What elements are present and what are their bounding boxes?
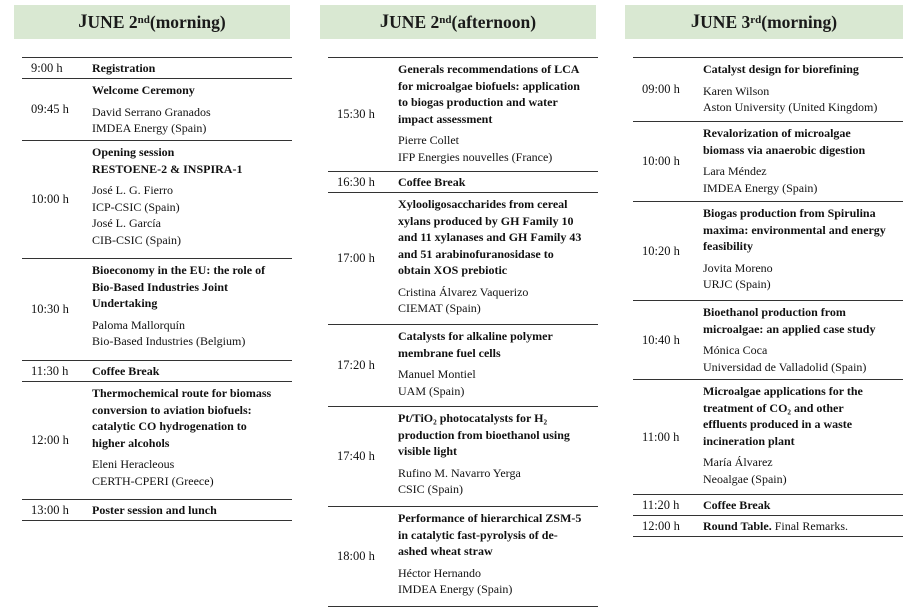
- header-date: UNE 2: [87, 11, 138, 32]
- session-title: Coffee Break: [703, 498, 771, 512]
- session-title-line: catalytic CO hydrogenation to: [92, 419, 247, 433]
- header-date: UNE 3: [700, 11, 751, 32]
- session-title-line: to biogas production and water: [398, 95, 558, 109]
- header-period: (morning): [761, 11, 838, 32]
- speaker-name: Pierre Collet: [398, 133, 459, 147]
- session-row: [22, 79, 292, 141]
- header-initial: J: [690, 11, 701, 32]
- session-row: [328, 58, 598, 172]
- session-title-line: Biogas production from Spirulina: [703, 206, 876, 220]
- header-initial: J: [379, 11, 390, 32]
- session-row: [633, 495, 903, 516]
- session-title-line: Bioeconomy in the EU: the role of: [92, 263, 266, 277]
- session-title-line: Catalysts for alkaline polymer: [398, 329, 553, 343]
- session-row: [22, 361, 292, 382]
- column-june-2-afternoon: [320, 5, 596, 607]
- session-row: [633, 516, 903, 537]
- session-title: Welcome Ceremony: [92, 83, 195, 97]
- column-header: J UNE 2 $^{nd}$ (morning): [14, 5, 290, 39]
- session-row: [328, 193, 598, 325]
- session-time: 15:30 h: [337, 107, 375, 121]
- session-time: 12:00 h: [31, 433, 69, 447]
- session-row: [328, 325, 598, 407]
- session-time: 10:40 h: [642, 332, 680, 347]
- speaker-name: Héctor Hernando: [398, 565, 481, 580]
- schedule-table: [22, 57, 292, 521]
- session-row: [328, 407, 598, 507]
- speaker-name: Lara Méndez: [703, 164, 767, 178]
- session-title-line: in catalytic fast-pyrolysis of de-: [398, 527, 558, 542]
- session-title-line: impact assessment: [398, 111, 493, 126]
- session-title-line: RESTOENE-2 & INSPIRA-1: [92, 161, 243, 176]
- speaker-affiliation: IMDEA Energy (Spain): [398, 582, 513, 596]
- session-title: Poster session and lunch: [92, 503, 217, 517]
- session-row: [633, 122, 903, 202]
- speaker-name: Eleni Heracleous: [92, 457, 175, 471]
- session-time: 9:00 h: [31, 60, 63, 75]
- session-title-line: biomass via anaerobic digestion: [703, 142, 866, 157]
- speaker-affiliation: CERTH-CPERI (Greece): [92, 473, 214, 488]
- session-title-line: Generals recommendations of LCA: [398, 62, 580, 76]
- column-june-2-morning: [14, 5, 290, 521]
- speaker-name: Karen Wilson: [703, 83, 770, 98]
- speaker-name: Cristina Álvarez Vaquerizo: [398, 284, 529, 299]
- session-row: [633, 301, 903, 380]
- session-row: [22, 141, 292, 259]
- speaker-affiliation: IFP Energies nouvelles (France): [398, 149, 553, 164]
- session-title-line: Microalgae applications for the: [703, 384, 863, 398]
- session-row: [328, 172, 598, 193]
- header-period: (morning): [149, 11, 226, 32]
- speaker-affiliation: UAM (Spain): [398, 383, 465, 398]
- session-title-line: conversion to aviation biofuels:: [92, 402, 252, 417]
- session-row: [22, 259, 292, 361]
- session-time: 10:00 h: [642, 154, 680, 168]
- speaker-affiliation: IMDEA Energy (Spain): [703, 180, 818, 195]
- column-header: J UNE 3 $^{rd}$ (morning): [625, 5, 903, 39]
- session-title-line: production from bioethanol using: [398, 427, 570, 442]
- column-header: J UNE 2 $^{nd}$ (afternoon): [320, 5, 596, 39]
- speaker-affiliation: IMDEA Energy (Spain): [92, 121, 207, 135]
- session-time: 17:20 h: [337, 358, 375, 372]
- speaker-affiliation: Bio-Based Industries (Belgium): [92, 334, 246, 348]
- session-time: 11:00 h: [642, 429, 680, 444]
- schedule-table: [633, 57, 903, 537]
- speaker-affiliation: CIEMAT (Spain): [398, 301, 481, 315]
- session-time: 11:30 h: [31, 363, 69, 378]
- session-title-line: membrane fuel cells: [398, 345, 501, 360]
- speaker-name: Paloma Mallorquín: [92, 317, 185, 332]
- speaker-affiliation: Aston University (United Kingdom): [703, 100, 878, 114]
- session-title: Catalyst design for biorefining: [703, 62, 859, 76]
- session-title: Round Table.: [703, 519, 772, 533]
- session-title-line: xylans produced by GH Family 10: [398, 213, 574, 228]
- session-title-line: Bio-Based Industries Joint: [92, 279, 229, 294]
- speaker-affiliation: ICP-CSIC (Spain): [92, 199, 180, 214]
- session-title-line: for microalgae biofuels: application: [398, 78, 580, 93]
- speaker-name: David Serrano Granados: [92, 104, 211, 119]
- session-title-line: maxima: environmental and energy: [703, 222, 886, 237]
- speaker-name: Mónica Coca: [703, 343, 768, 357]
- session-time: 10:20 h: [642, 243, 680, 258]
- session-time: 17:40 h: [337, 449, 375, 463]
- session-title: Coffee Break: [92, 364, 160, 378]
- speaker-affiliation: CSIC (Spain): [398, 482, 464, 496]
- session-title-line: obtain XOS prebiotic: [398, 263, 508, 277]
- session-time: 16:30 h: [337, 174, 375, 189]
- session-time: 10:00 h: [31, 192, 69, 206]
- speaker-affiliation: Universidad de Valladolid (Spain): [703, 359, 867, 374]
- session-title-line: ashed wheat straw: [398, 544, 493, 558]
- session-row: [22, 500, 292, 521]
- session-title-line: higher alcohols: [92, 435, 170, 450]
- session-time: 17:00 h: [337, 251, 375, 265]
- session-title: Coffee Break: [398, 175, 466, 189]
- session-time: 12:00 h: [642, 518, 680, 533]
- session-row: [22, 382, 292, 500]
- session-title-line: Bioethanol production from: [703, 305, 846, 319]
- schedule-table: [328, 57, 598, 607]
- speaker-affiliation: CIB-CSIC (Spain): [92, 232, 182, 247]
- session-title-line: Revalorization of microalgae: [703, 126, 851, 140]
- speaker-affiliation: Neoalgae (Spain): [703, 471, 787, 486]
- session-time: 13:00 h: [31, 502, 69, 517]
- session-title-line: Pt/TiO₂ photocatalysts for H₂: [398, 411, 548, 425]
- speaker-affiliation: URJC (Spain): [703, 277, 771, 291]
- speaker-name: Jovita Moreno: [703, 260, 773, 275]
- session-title-line: Xylooligosaccharides from cereal: [398, 197, 568, 211]
- session-title-line: incineration plant: [703, 433, 795, 448]
- session-title-line: treatment of CO₂ and other: [703, 400, 844, 415]
- session-title-line: and 51 arabinofuranosidase to: [398, 246, 554, 261]
- session-title-line: Undertaking: [92, 296, 158, 310]
- session-row: [633, 202, 903, 301]
- session-title-line: and 11 xylanases and GH Family 43: [398, 230, 582, 244]
- session-time: 09:45 h: [31, 102, 69, 116]
- speaker-name: Rufino M. Navarro Yerga: [398, 465, 521, 480]
- header-date: UNE 2: [389, 11, 440, 32]
- speaker-name: María Álvarez: [703, 455, 773, 469]
- speaker-name: José L. García: [92, 216, 161, 230]
- session-time: 18:00 h: [337, 549, 375, 563]
- session-time: 10:30 h: [31, 302, 69, 316]
- session-title-line: feasibility: [703, 239, 753, 253]
- session-title-extra: Final Remarks.: [771, 519, 849, 533]
- column-june-3-morning: [625, 5, 903, 537]
- session-row: [22, 58, 292, 79]
- header-initial: J: [78, 11, 88, 32]
- session-title: Registration: [92, 61, 156, 75]
- session-title-line: Opening session: [92, 145, 175, 159]
- session-title-line: Performance of hierarchical ZSM-5: [398, 511, 582, 525]
- speaker-name: José L. G. Fierro: [92, 183, 173, 197]
- session-title-line: visible light: [398, 444, 458, 458]
- session-title-line: effluents produced in a waste: [703, 417, 853, 431]
- session-row: [633, 380, 903, 495]
- header-period: (afternoon): [451, 11, 537, 32]
- session-row: [633, 58, 903, 122]
- session-title-line: Thermochemical route for biomass: [92, 386, 272, 400]
- session-time: 09:00 h: [642, 82, 680, 96]
- session-row: [328, 507, 598, 607]
- session-time: 11:20 h: [642, 497, 680, 512]
- speaker-name: Manuel Montiel: [398, 367, 476, 381]
- session-title-line: microalgae: an applied case study: [703, 321, 876, 336]
